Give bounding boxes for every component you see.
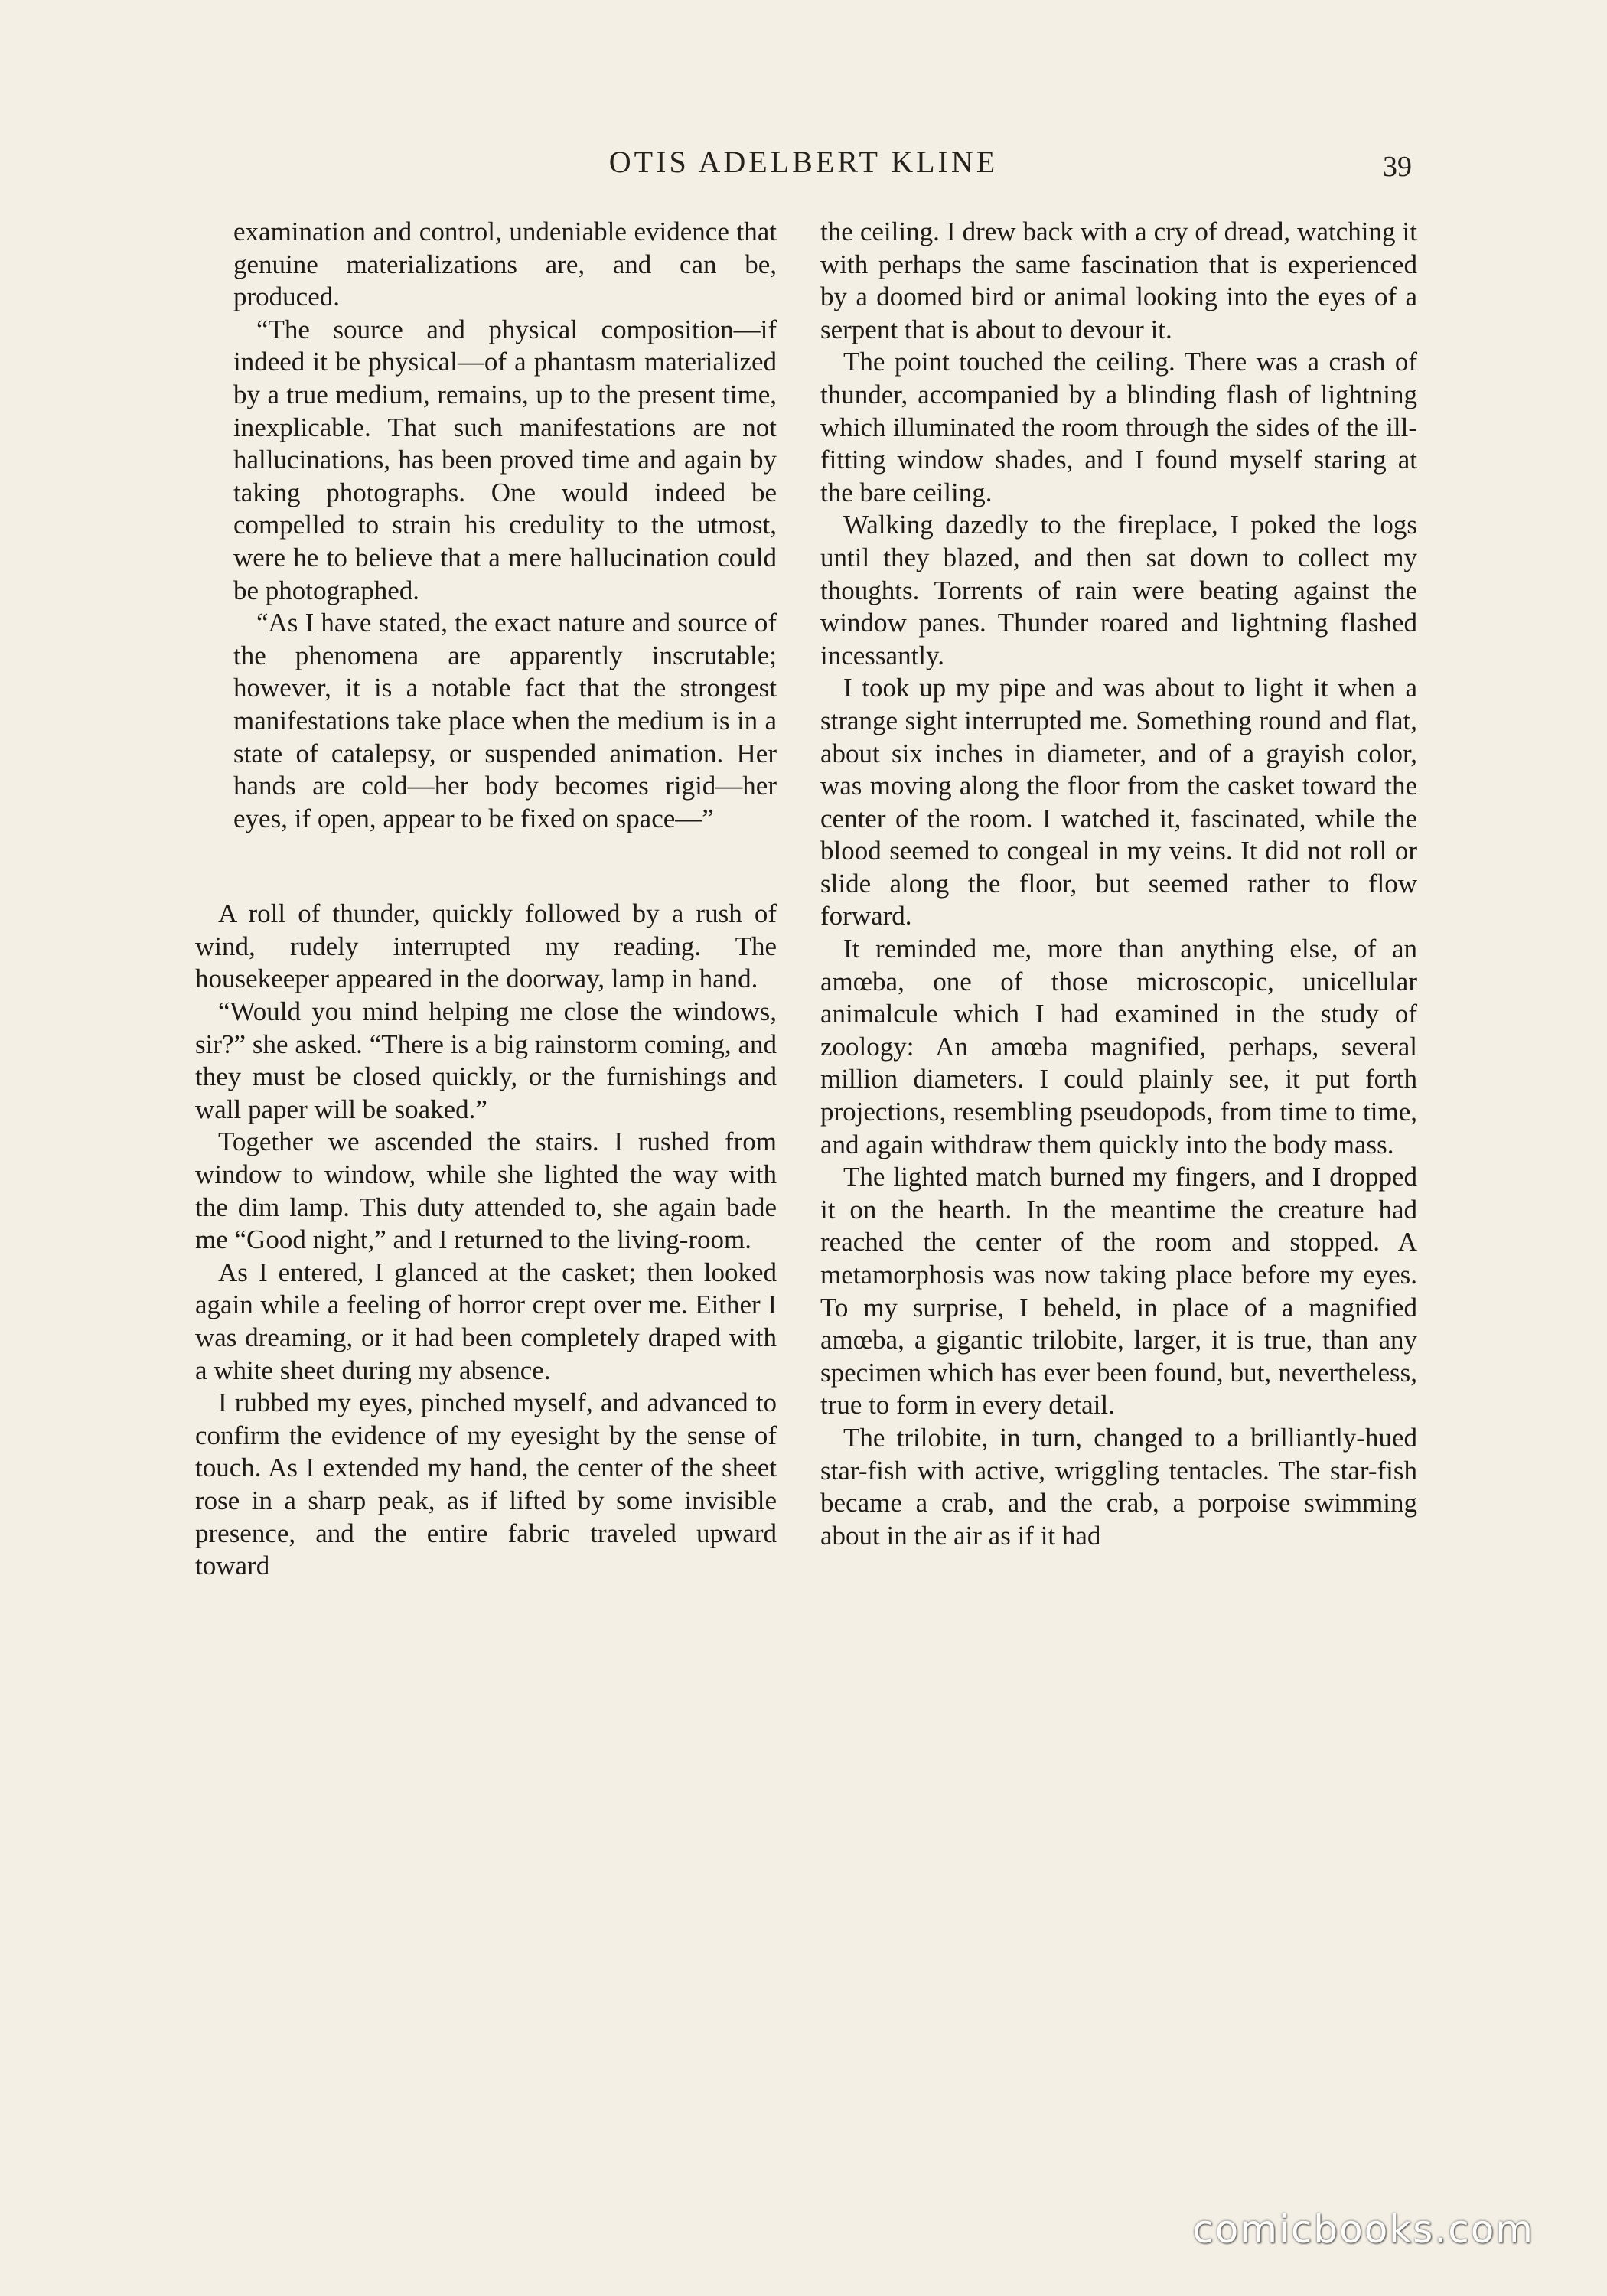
right-column — [820, 216, 1417, 1552]
body-paragraph: It reminded me, more than anything else, of an amœba, one of those microscopic, unicellular animalcule which I had examined in the study of zoology: An amœba magnified, perhaps, several million diameters. I could plainly see, it put forth projections, resembling pseudopods, from time to time, and again withdraw them quickly into the body mass. — [820, 934, 1417, 1159]
quote-paragraph: “The source and physical composition—if indeed it be physical—of a phantasm materialized by a true medium, remains, up to the present time, inexplicable. That such manifestations are not hallucinations, has been proved time and again by taking photographs. One would indeed be compelled to strain his credulity to the utmost, were he to believe that a mere hallucination could be photographed. — [233, 314, 777, 605]
body-paragraph: Walking dazedly to the fireplace, I poked the logs until they blazed, and then sat down to collect my thoughts. Torrents of rain were beating against the window panes. Thunder roared and lightning flashed incessantly. — [820, 510, 1417, 670]
body-paragraph: I rubbed my eyes, pinched myself, and advanced to confirm the evidence of my eyesight by the sense of touch. As I extended my hand, the center of the sheet rose in a sharp peak, as if lifted by some invisible presence, and the entire fabric traveled upward toward — [195, 1388, 777, 1581]
site-watermark: comicbooks.com — [1192, 2207, 1534, 2252]
body-paragraph: I took up my pipe and was about to light it when a strange sight interrupted me. Something round and flat, about six inches in diameter, and of a grayish color, was moving along the floor from the casket toward the center of the room. I watched it, fascinated, while the blood seemed to congeal in my veins. It did not roll or slide along the floor, but seemed rather to flow forward. — [820, 673, 1417, 931]
left-column — [195, 216, 777, 1583]
running-title: OTIS ADELBERT KLINE — [608, 145, 999, 179]
page-number: 39 — [1383, 151, 1412, 183]
body-paragraph: Together we ascended the stairs. I rushed from window to window, while she lighted the way with the dim lamp. This duty attended to, she again bade me “Good night,” and I returned to the living-room. — [195, 1127, 777, 1255]
quote-paragraph: “As I have stated, the exact nature and source of the phenomena are apparently inscrutable; however, it is a notable fact that the strongest manifestations take place when the medium is in a state of catalepsy, or suspended animation. Her hands are cold—her body becomes rigid—her eyes, if open, appear to be fixed on space—” — [233, 608, 777, 833]
body-paragraph: The lighted match burned my fingers, and I dropped it on the hearth. In the meantime the creature had reached the center of the room and stopped. A metamorphosis was now taking place before my eyes. To my surprise, I beheld, in place of a magnified amœba, a gigantic trilobite, larger, it is true, than any specimen which has ever been found, but, nevertheless, true to form in every detail. — [820, 1162, 1417, 1420]
body-paragraph: The point touched the ceiling. There was a crash of thunder, accompanied by a blinding flash of lightning which illuminated the room through the sides of the ill-fitting window shades, and I found myself staring at the bare ceiling. — [820, 347, 1417, 507]
body-paragraph: “Would you mind helping me close the windows, sir?” she asked. “There is a big rainstorm coming, and they must be closed quickly, or the furnishings and wall paper will be soaked.” — [195, 996, 777, 1124]
body-paragraph: The trilobite, in turn, changed to a brilliantly-hued star-fish with active, wriggling tentacles. The star-fish became a crab, and the crab, a porpoise swimming about in the air as if it had — [820, 1422, 1417, 1551]
body-paragraph: the ceiling. I drew back with a cry of dread, watching it with perhaps the same fascination that is experienced by a doomed bird or animal looking into the eyes of a serpent that is about to devour it. — [820, 217, 1417, 344]
body-paragraph: As I entered, I glanced at the casket; then looked again while a feeling of horror crept over me. Either I was dreaming, or it had been completely draped with a white sheet during my absence. — [195, 1257, 777, 1385]
body-paragraph: A roll of thunder, quickly followed by a rush of wind, rudely interrupted my reading. The housekeeper appeared in the doorway, lamp in hand. — [195, 899, 777, 994]
section-break — [195, 835, 777, 898]
quote-paragraph: examination and control, undeniable evidence that genuine materializations are, and can be, produced. — [233, 217, 777, 312]
page-header — [0, 144, 1607, 190]
quoted-passage — [233, 216, 777, 835]
